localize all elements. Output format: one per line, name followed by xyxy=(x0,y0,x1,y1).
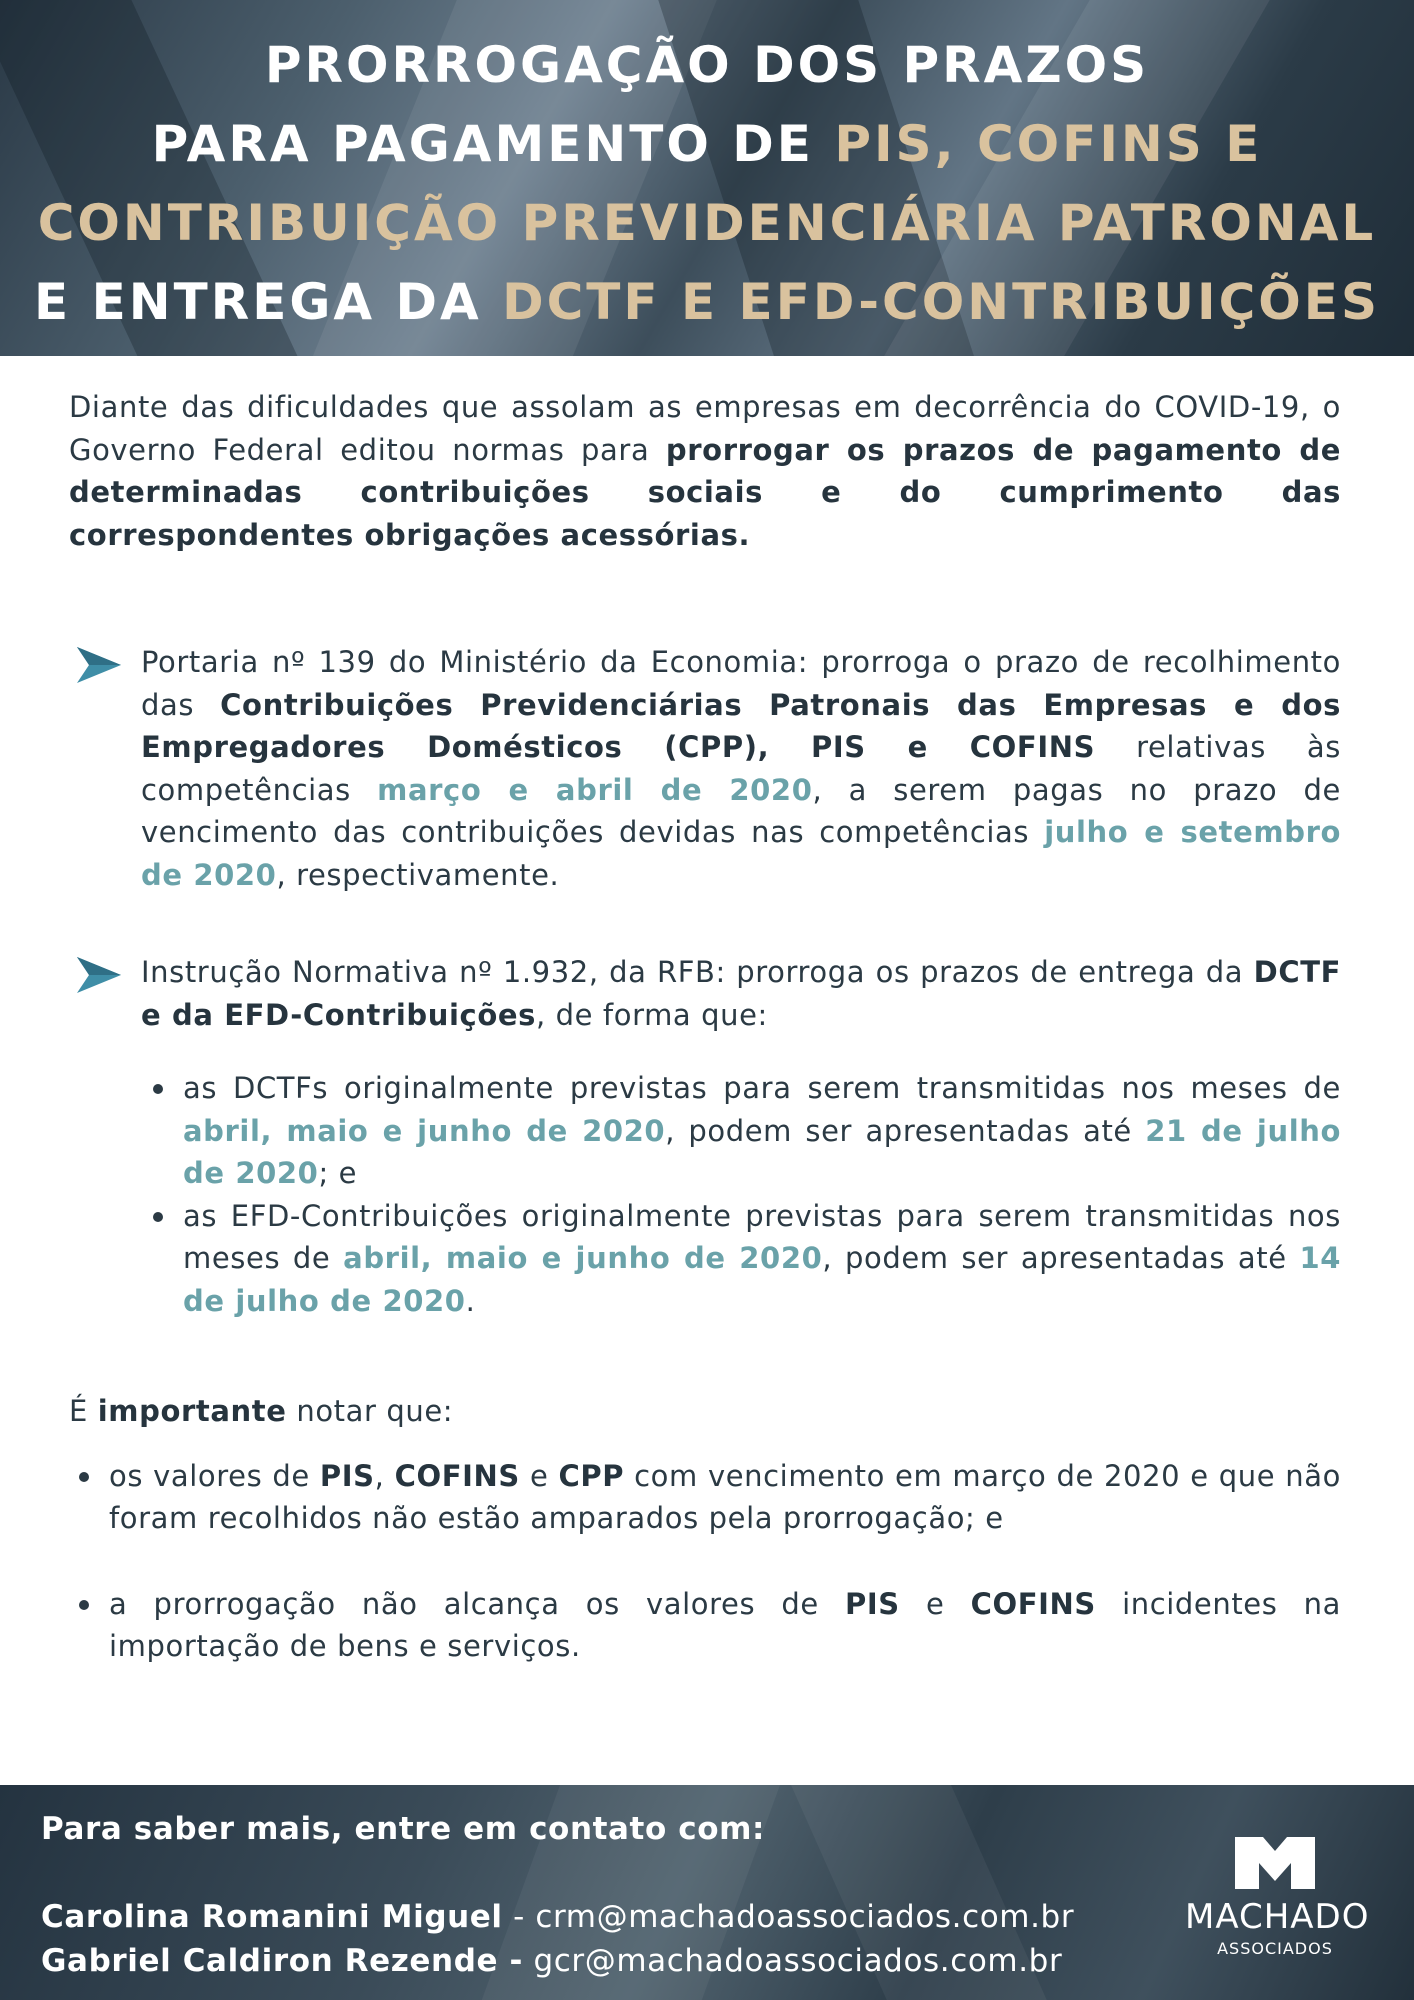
instrucao-text: Instrução Normativa nº 1.932, da RFB: prorroga os prazos de entrega da DCTF e da EFD-Contribuições, de forma que: xyxy=(141,955,1341,1032)
title-line-4: E ENTREGA DA DCTF E EFD-CONTRIBUIÇÕES xyxy=(34,273,1380,331)
portaria-text: Portaria nº 139 do Ministério da Economia: prorroga o prazo de recolhimento das Contribuições Previdenciárias Patronais das Empresas e dos Empregadores Domésticos (CPP), PIS e COFINS relativas às competências março e abril de 2020, a serem pagas no prazo de vencimento das contribuições devidas nas competências julho e setembro de 2020, respectivamente. xyxy=(141,645,1342,892)
logo-mark-icon xyxy=(1235,1837,1315,1889)
main-content xyxy=(69,386,1341,1668)
important-list xyxy=(69,1455,1341,1668)
title-line-2: PARA PAGAMENTO DE PIS, COFINS E xyxy=(151,115,1263,173)
important-heading: É importante notar que: xyxy=(69,1394,454,1428)
contact-name: Gabriel Caldiron Rezende - xyxy=(41,1943,523,1979)
contact-email[interactable]: gcr@machadoassociados.com.br xyxy=(533,1943,1063,1979)
list-item: a prorrogação não alcança os valores de PIS e COFINS incidentes na importação de bens e serviços. xyxy=(109,1583,1341,1668)
page-title xyxy=(0,26,1414,342)
title-line-1: PRORROGAÇÃO DOS PRAZOS xyxy=(264,36,1150,94)
machado-logo xyxy=(1185,1837,1370,1958)
contact-line: Carolina Romanini Miguel - crm@machadoassociados.com.br xyxy=(41,1899,1075,1935)
list-item: as DCTFs originalmente previstas para serem transmitidas nos meses de abril, maio e junho de 2020, podem ser apresentadas até 21 de julho de 2020; e xyxy=(183,1067,1341,1195)
contact-line xyxy=(41,1939,1074,1983)
contact-info xyxy=(41,1807,1074,1983)
logo-subword: ASSOCIADOS xyxy=(1217,1939,1333,1958)
footer xyxy=(0,1785,1414,2000)
contact-email[interactable]: crm@machadoassociados.com.br xyxy=(535,1899,1075,1935)
instrucao-list xyxy=(141,1067,1341,1322)
logo-word: MACHADO xyxy=(1185,1897,1370,1937)
list-item: os valores de PIS, COFINS e CPP com vencimento em março de 2020 e que não foram recolhidos não estão amparados pela prorrogação; e xyxy=(109,1455,1341,1540)
contact-heading: Para saber mais, entre em contato com: xyxy=(41,1811,766,1847)
arrow-icon xyxy=(77,647,121,683)
portaria-block xyxy=(69,641,1341,896)
arrow-icon xyxy=(77,957,121,993)
list-item: as EFD-Contribuições originalmente previstas para serem transmitidas nos meses de abril, maio e junho de 2020, podem ser apresentadas até 14 de julho de 2020. xyxy=(183,1195,1341,1323)
instrucao-block xyxy=(69,951,1341,1322)
title-line-3: CONTRIBUIÇÃO PREVIDENCIÁRIA PATRONAL xyxy=(37,194,1377,252)
intro-paragraph: Diante das dificuldades que assolam as empresas em decorrência do COVID-19, o Governo Federal editou normas para prorrogar os prazos de pagamento de determinadas contribuições sociais e do cumprimento das correspondentes obrigações acessórias. xyxy=(69,390,1342,552)
header-banner xyxy=(0,0,1414,356)
contact-name: Carolina Romanini Miguel xyxy=(41,1899,503,1935)
